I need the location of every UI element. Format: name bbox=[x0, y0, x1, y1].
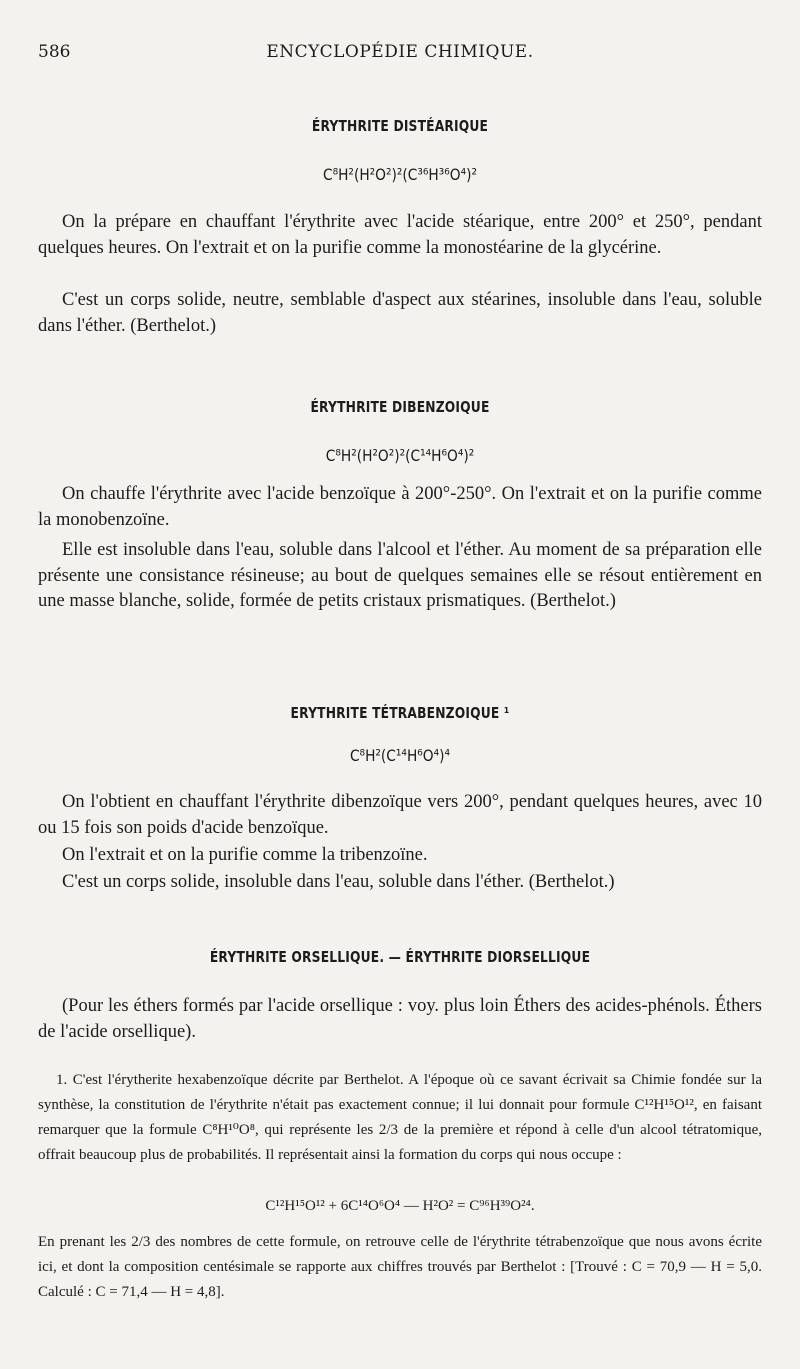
section-title: ÉRYTHRITE DIBENZOIQUE bbox=[310, 398, 490, 416]
paragraph: (Pour les éthers formés par l'acide orsellique : voy. plus loin Éthers des acides-phénols. Éthers de l'acide orsellique). bbox=[38, 996, 762, 1042]
paragraph: On la prépare en chauffant l'érythrite avec l'acide stéarique, entre 200° et 250°, pendant quelques heures. On l'extrait et on la purifie comme la monostéarine de la glycérine. bbox=[38, 212, 762, 258]
chemical-formula: C⁸H²(H²O²)²(C¹⁴H⁶O⁴)² bbox=[325, 446, 475, 465]
chemical-formula: C⁸H²(H²O²)²(C³⁶H³⁶O⁴)² bbox=[322, 165, 478, 184]
running-head: ENCYCLOPÉDIE CHIMIQUE. bbox=[266, 42, 534, 62]
page-number: 586 bbox=[38, 42, 71, 62]
footnote-text: En prenant les 2/3 des nombres de cette formule, on retrouve celle de l'érythrite tétrabenzoïque que nous avons écrite ici, et dont la composition centésimale se rapporte aux chiffres trouvés par Berthelot : [Trouvé : C = 70,9 — H = 5,0. Calculé : C = 71,4 — H = 4,8]. bbox=[38, 1234, 762, 1300]
paragraph: On l'extrait et on la purifie comme la tribenzoïne. bbox=[62, 845, 428, 865]
section-title: ERYTHRITE TÉTRABENZOIQUE ¹ bbox=[290, 704, 510, 722]
paragraph: On chauffe l'érythrite avec l'acide benzoïque à 200°-250°. On l'extrait et on la purifie comme la monobenzoïne. bbox=[38, 484, 762, 530]
paragraph: Elle est insoluble dans l'eau, soluble dans l'alcool et l'éther. Au moment de sa préparation elle présente une consistance résineuse; au bout de quelques semaines elle se résout entièrement en une masse blanche, solide, formée de petits cristaux prismatiques. (Berthelot.) bbox=[38, 540, 762, 611]
chemical-formula: C⁸H²(C¹⁴H⁶O⁴)⁴ bbox=[349, 746, 451, 765]
footnote-text: 1. C'est l'érytherite hexabenzoïque décrite par Berthelot. A l'époque où ce savant écrivait sa Chimie fondée sur la synthèse, la constitution de l'érythrite n'était pas exactement connue; il lui donnait pour formule C¹²H¹⁵O¹², en faisant remarquer que la formule C⁸H¹⁰O⁸, qui représente les 2/3 de la première et répond à celle d'un alcool tétratomique, offrait beaucoup plus de probabilités. Il représentait ainsi la formation du corps qui nous occupe : bbox=[38, 1072, 762, 1163]
page-header bbox=[38, 42, 762, 70]
section-title: ÉRYTHRITE ORSELLIQUE. — ÉRYTHRITE DIORSELLIQUE bbox=[209, 948, 591, 966]
footnote-equation: C¹²H¹⁵O¹² + 6C¹⁴O⁶O⁴ — H²O² = C⁹⁶H³⁹O²⁴. bbox=[265, 1198, 535, 1214]
paragraph: On l'obtient en chauffant l'érythrite dibenzoïque vers 200°, pendant quelques heures, avec 10 ou 15 fois son poids d'acide benzoïque. bbox=[38, 792, 762, 838]
section-title: ÉRYTHRITE DISTÉARIQUE bbox=[311, 117, 489, 135]
paragraph: C'est un corps solide, insoluble dans l'eau, soluble dans l'éther. (Berthelot.) bbox=[62, 872, 615, 892]
paragraph: C'est un corps solide, neutre, semblable d'aspect aux stéarines, insoluble dans l'eau, soluble dans l'éther. (Berthelot.) bbox=[38, 290, 762, 336]
